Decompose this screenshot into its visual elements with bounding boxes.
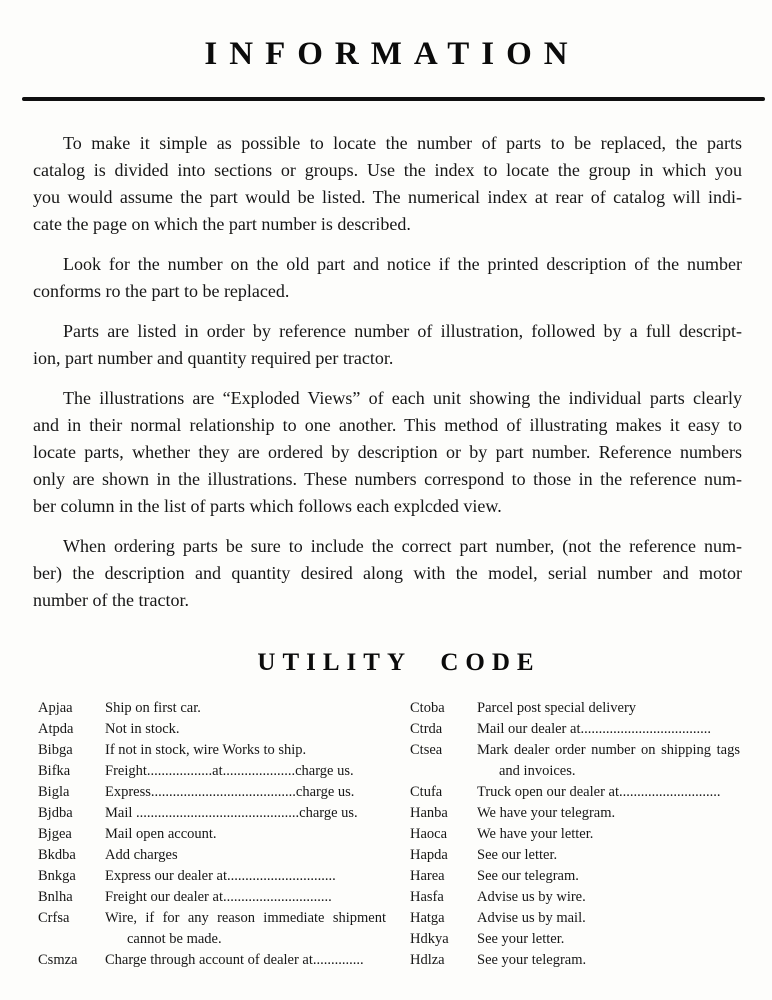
code-description: Not in stock. bbox=[105, 721, 180, 737]
code-word: Bjgea bbox=[38, 826, 72, 842]
code-word: Atpda bbox=[38, 721, 74, 737]
code-word: Haoca bbox=[410, 826, 448, 842]
code-row bbox=[410, 908, 740, 929]
code-word: Bnlha bbox=[38, 889, 73, 905]
code-row bbox=[410, 782, 740, 803]
paragraph-line: ion, part number and quantity required per tractor. bbox=[33, 348, 394, 368]
code-word: Hapda bbox=[410, 847, 448, 863]
paragraph-line: cate the page on which the part number is described. bbox=[33, 214, 411, 234]
code-word: Hanba bbox=[410, 805, 448, 821]
code-word: Hdlza bbox=[410, 952, 445, 968]
paragraph-line: only are shown in the illustrations. These numbers correspond to those in the reference num- bbox=[33, 469, 742, 489]
code-row bbox=[38, 866, 386, 887]
code-description: We have your telegram. bbox=[477, 805, 616, 821]
page-title: INFORMATION bbox=[204, 36, 580, 72]
code-description: See your letter. bbox=[477, 931, 565, 947]
paragraph-line: ber) the description and quantity desired along with the model, serial number and motor bbox=[33, 563, 742, 583]
paragraph-line: ber column in the list of parts which follows each explcded view. bbox=[33, 496, 502, 516]
code-description: See our letter. bbox=[477, 847, 558, 863]
paragraph-line: you would assume the part would be listed. The numerical index at rear of catalog will indi- bbox=[33, 187, 742, 207]
code-word: Hatga bbox=[410, 910, 445, 926]
utility-right-column bbox=[410, 698, 740, 971]
code-description: Mail .............................................charge us. bbox=[105, 805, 358, 821]
code-word: Ctufa bbox=[410, 784, 443, 800]
code-description: If not in stock, wire Works to ship. bbox=[105, 742, 307, 758]
code-description: Freight..................at....................charge us. bbox=[105, 763, 354, 779]
code-word: Bjdba bbox=[38, 805, 73, 821]
divider-rule bbox=[22, 97, 765, 101]
paragraph bbox=[33, 385, 742, 520]
paragraph-line: number of the tractor. bbox=[33, 590, 189, 610]
code-description: See your telegram. bbox=[477, 952, 587, 968]
paragraph bbox=[33, 130, 742, 238]
code-row bbox=[38, 950, 386, 971]
paragraph-line: catalog is divided into sections or groups. Use the index to locate the group in which you bbox=[33, 160, 742, 180]
code-row bbox=[38, 887, 386, 908]
code-row bbox=[38, 761, 386, 782]
code-word: Ctsea bbox=[410, 742, 443, 758]
code-word: Apjaa bbox=[38, 700, 73, 716]
code-row bbox=[410, 824, 740, 845]
paragraph-line: When ordering parts be sure to include the correct part number, (not the reference num- bbox=[63, 536, 742, 556]
paragraph bbox=[33, 533, 742, 614]
code-row bbox=[410, 929, 740, 950]
code-description: Advise us by mail. bbox=[477, 910, 586, 926]
code-row bbox=[410, 950, 740, 971]
code-row bbox=[410, 887, 740, 908]
code-description: Freight our dealer at.............................. bbox=[105, 889, 332, 905]
code-row bbox=[410, 698, 740, 719]
code-word: Csmza bbox=[38, 952, 78, 968]
code-word: Hdkya bbox=[410, 931, 449, 947]
code-row bbox=[38, 740, 386, 761]
code-row bbox=[410, 719, 740, 740]
code-word: Bnkga bbox=[38, 868, 76, 884]
code-word: Bibga bbox=[38, 742, 73, 758]
code-word: Bifka bbox=[38, 763, 71, 779]
paragraph-line: Parts are listed in order by reference number of illustration, followed by a full descript- bbox=[63, 321, 742, 341]
paragraph-line: Look for the number on the old part and notice if the printed description of the number bbox=[63, 254, 742, 274]
code-description: Wire, if for any reason immediate shipment cannot be made. bbox=[105, 910, 386, 947]
paragraph bbox=[33, 318, 742, 372]
code-row bbox=[38, 803, 386, 824]
code-description: Truck open our dealer at............................ bbox=[477, 784, 721, 800]
paragraph-line: The illustrations are “Exploded Views” of each unit showing the individual parts clearly bbox=[63, 388, 742, 408]
code-description: Advise us by wire. bbox=[477, 889, 586, 905]
code-description: Express our dealer at.............................. bbox=[105, 868, 336, 884]
code-description: We have your letter. bbox=[477, 826, 594, 842]
code-row bbox=[38, 845, 386, 866]
intro-paragraphs bbox=[33, 130, 742, 614]
code-description: Express........................................charge us. bbox=[105, 784, 355, 800]
code-word: Ctoba bbox=[410, 700, 445, 716]
code-description: Parcel post special delivery bbox=[477, 700, 637, 716]
code-description: Add charges bbox=[105, 847, 178, 863]
utility-code-heading: UTILITY CODE bbox=[257, 649, 541, 676]
code-row bbox=[410, 803, 740, 824]
paragraph-line: and in their normal relationship to one another. This method of illustrating makes it easy to bbox=[33, 415, 742, 435]
code-description: Ship on first car. bbox=[105, 700, 201, 716]
code-row bbox=[38, 782, 386, 803]
code-row bbox=[410, 866, 740, 887]
code-row bbox=[410, 740, 740, 782]
code-word: Bkdba bbox=[38, 847, 76, 863]
code-description: See our telegram. bbox=[477, 868, 579, 884]
utility-left-column bbox=[38, 698, 386, 971]
paragraph-line: locate parts, whether they are ordered by description or by part number. Reference numbers bbox=[33, 442, 742, 462]
code-row bbox=[38, 719, 386, 740]
paragraph bbox=[33, 251, 742, 305]
code-description: Mail our dealer at.................................... bbox=[477, 721, 711, 737]
code-word: Ctrda bbox=[410, 721, 443, 737]
code-word: Bigla bbox=[38, 784, 70, 800]
code-word: Crfsa bbox=[38, 910, 70, 926]
code-description: Mail open account. bbox=[105, 826, 217, 842]
code-row bbox=[410, 845, 740, 866]
code-row bbox=[38, 908, 386, 950]
utility-code-table bbox=[38, 698, 740, 971]
code-description: Mark dealer order number on shipping tags and invoices. bbox=[477, 742, 740, 779]
paragraph-line: To make it simple as possible to locate the number of parts to be replaced, the parts bbox=[63, 133, 742, 153]
code-description: Charge through account of dealer at.............. bbox=[105, 952, 364, 968]
paragraph-line: conforms ro the part to be replaced. bbox=[33, 281, 290, 301]
code-row bbox=[38, 824, 386, 845]
code-word: Hasfa bbox=[410, 889, 444, 905]
code-row bbox=[38, 698, 386, 719]
code-word: Harea bbox=[410, 868, 445, 884]
